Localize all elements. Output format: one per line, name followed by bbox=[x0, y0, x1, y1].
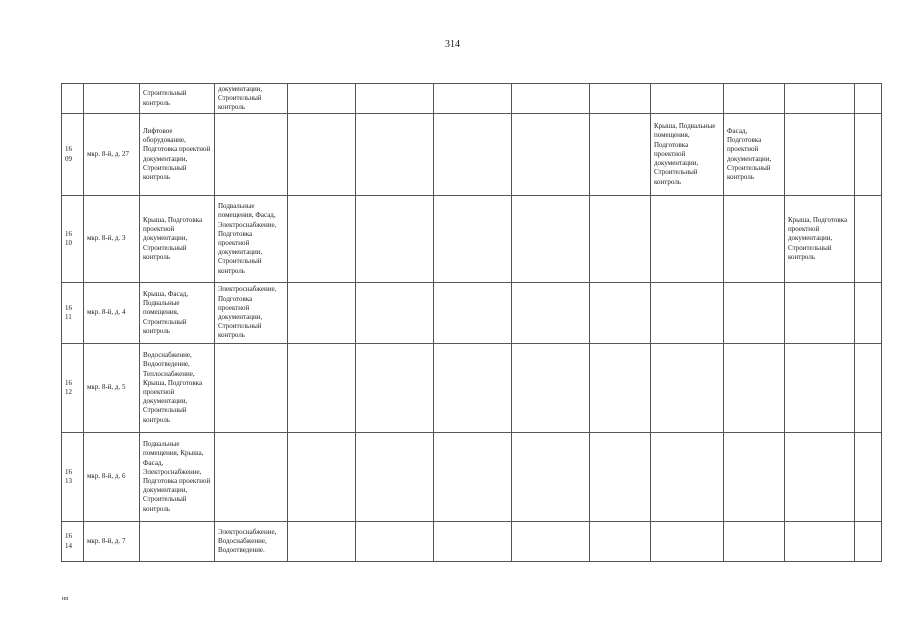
empty-cell bbox=[512, 196, 590, 283]
work-types-cell bbox=[215, 433, 288, 522]
empty-cell bbox=[288, 522, 356, 562]
empty-cell bbox=[356, 433, 434, 522]
empty-cell bbox=[356, 344, 434, 433]
work-types-cell bbox=[651, 522, 724, 562]
work-types-cell bbox=[215, 114, 288, 196]
empty-cell bbox=[590, 196, 651, 283]
work-types-cell: Крыша, Подвальные помещения, Подготовка проектной документации, Строительный контроль bbox=[651, 114, 724, 196]
row-number-cell: 16 11 bbox=[62, 283, 84, 344]
address-cell: мкр. 8-й, д. 27 bbox=[84, 114, 140, 196]
work-types-cell bbox=[215, 344, 288, 433]
work-types-cell bbox=[724, 196, 785, 283]
empty-cell bbox=[434, 433, 512, 522]
table-row bbox=[62, 344, 882, 433]
work-types-cell bbox=[785, 433, 855, 522]
empty-cell bbox=[288, 84, 356, 114]
table-row bbox=[62, 84, 882, 114]
empty-cell bbox=[512, 344, 590, 433]
address-cell bbox=[84, 84, 140, 114]
repair-schedule-table bbox=[61, 83, 882, 562]
work-types-cell bbox=[785, 114, 855, 196]
empty-cell bbox=[434, 196, 512, 283]
table-row bbox=[62, 114, 882, 196]
empty-cell bbox=[288, 283, 356, 344]
address-cell: мкр. 8-й, д. 3 bbox=[84, 196, 140, 283]
empty-cell bbox=[356, 84, 434, 114]
table-row bbox=[62, 283, 882, 344]
table-row bbox=[62, 522, 882, 562]
work-types-cell bbox=[724, 522, 785, 562]
empty-cell bbox=[855, 114, 882, 196]
work-types-cell bbox=[724, 84, 785, 114]
empty-cell bbox=[590, 522, 651, 562]
work-types-cell bbox=[785, 344, 855, 433]
work-types-cell: Подвальные помещения, Фасад, Электроснабжение, Подготовка проектной документации, Строительный контроль bbox=[215, 196, 288, 283]
work-types-cell: документации, Строительный контроль bbox=[215, 84, 288, 114]
empty-cell bbox=[356, 196, 434, 283]
empty-cell bbox=[855, 344, 882, 433]
empty-cell bbox=[590, 283, 651, 344]
work-types-cell bbox=[651, 433, 724, 522]
empty-cell bbox=[590, 344, 651, 433]
work-types-cell: Фасад, Подготовка проектной документации, Строительный контроль bbox=[724, 114, 785, 196]
empty-cell bbox=[288, 433, 356, 522]
empty-cell bbox=[288, 114, 356, 196]
work-types-cell bbox=[651, 283, 724, 344]
row-number-cell: 16 12 bbox=[62, 344, 84, 433]
empty-cell bbox=[512, 84, 590, 114]
empty-cell bbox=[855, 196, 882, 283]
work-types-cell bbox=[651, 196, 724, 283]
address-cell: мкр. 8-й, д. 4 bbox=[84, 283, 140, 344]
address-cell: мкр. 8-й, д. 6 bbox=[84, 433, 140, 522]
work-types-cell bbox=[724, 433, 785, 522]
work-types-cell bbox=[140, 522, 215, 562]
work-types-cell bbox=[724, 344, 785, 433]
empty-cell bbox=[434, 84, 512, 114]
work-types-cell bbox=[785, 522, 855, 562]
empty-cell bbox=[855, 84, 882, 114]
row-number-cell: 16 10 bbox=[62, 196, 84, 283]
empty-cell bbox=[356, 114, 434, 196]
empty-cell bbox=[512, 522, 590, 562]
work-types-cell bbox=[651, 84, 724, 114]
work-types-cell: Лифтовое оборудование, Подготовка проектной документации, Строительный контроль bbox=[140, 114, 215, 196]
row-number-cell: 16 09 bbox=[62, 114, 84, 196]
page-number: 314 bbox=[445, 39, 460, 50]
empty-cell bbox=[512, 283, 590, 344]
empty-cell bbox=[434, 522, 512, 562]
empty-cell bbox=[512, 433, 590, 522]
empty-cell bbox=[434, 344, 512, 433]
empty-cell bbox=[855, 433, 882, 522]
empty-cell bbox=[356, 522, 434, 562]
work-types-cell bbox=[785, 84, 855, 114]
table-row bbox=[62, 196, 882, 283]
footer-mark: нп bbox=[62, 596, 69, 602]
work-types-cell: Крыша, Фасад, Подвальные помещения, Строительный контроль bbox=[140, 283, 215, 344]
work-types-cell: Крыша, Подготовка проектной документации, Строительный контроль bbox=[140, 196, 215, 283]
empty-cell bbox=[512, 114, 590, 196]
empty-cell bbox=[590, 84, 651, 114]
empty-cell bbox=[288, 344, 356, 433]
empty-cell bbox=[434, 283, 512, 344]
empty-cell bbox=[855, 283, 882, 344]
row-number-cell bbox=[62, 84, 84, 114]
work-types-cell bbox=[651, 344, 724, 433]
empty-cell bbox=[855, 522, 882, 562]
row-number-cell: 16 13 bbox=[62, 433, 84, 522]
work-types-cell: Подвальные помещения, Крыша, Фасад, Электроснабжение, Подготовка проектной документации, Строительный контроль bbox=[140, 433, 215, 522]
work-types-cell: Водоснабжение, Водоотведение, Теплоснабжение, Крыша, Подготовка проектной документации, Строительный контроль bbox=[140, 344, 215, 433]
address-cell: мкр. 8-й, д. 7 bbox=[84, 522, 140, 562]
address-cell: мкр. 8-й, д. 5 bbox=[84, 344, 140, 433]
table-row bbox=[62, 433, 882, 522]
work-types-cell: Электроснабжение, Подготовка проектной документации, Строительный контроль bbox=[215, 283, 288, 344]
empty-cell bbox=[434, 114, 512, 196]
work-types-cell: Крыша, Подготовка проектной документации, Строительный контроль bbox=[785, 196, 855, 283]
work-types-cell bbox=[724, 283, 785, 344]
empty-cell bbox=[590, 433, 651, 522]
empty-cell bbox=[288, 196, 356, 283]
work-types-cell bbox=[785, 283, 855, 344]
work-types-cell: Строительный контроль bbox=[140, 84, 215, 114]
empty-cell bbox=[356, 283, 434, 344]
work-types-cell: Электроснабжение, Водоснабжение, Водоотведение. bbox=[215, 522, 288, 562]
row-number-cell: 16 14 bbox=[62, 522, 84, 562]
empty-cell bbox=[590, 114, 651, 196]
